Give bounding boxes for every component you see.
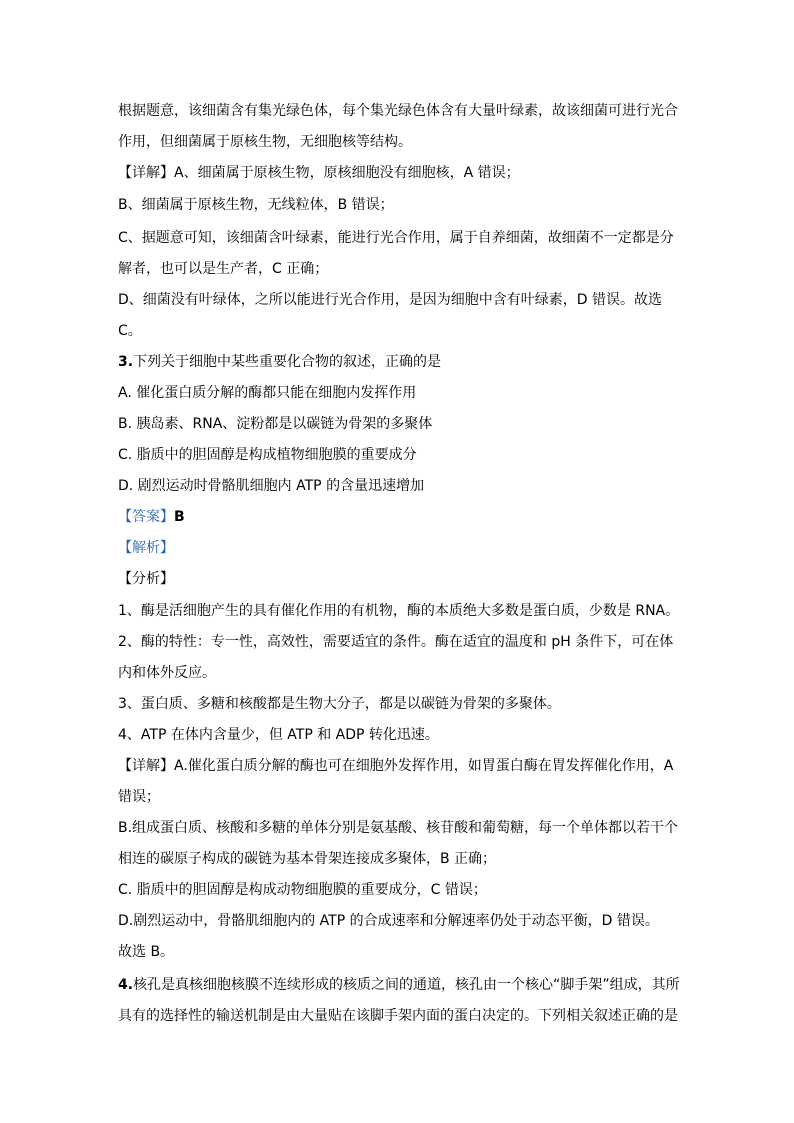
detail-line: 相连的碳原子构成的碳链为基本骨架连接成多聚体，B 正确；	[118, 851, 497, 867]
text-line: C、据题意可知，该细菌含叶绿素，能进行光合作用，属于自养细菌，故细菌不一定都是分	[118, 230, 674, 246]
analysis-label: 【解析】	[118, 540, 174, 556]
fenxi-line: 3、蛋白质、多糖和核酸都是生物大分子，都是以碳链为骨架的多聚体。	[118, 696, 561, 712]
text-line: 根据题意，该细菌含有集光绿色体，每个集光绿色体含有大量叶绿素，故该细菌可进行光合	[118, 103, 678, 119]
fenxi-line: 1、酶是活细胞产生的具有催化作用的有机物，酶的本质绝大多数是蛋白质，少数是 RNA。	[118, 603, 680, 619]
question-number: 4.	[118, 977, 134, 993]
question-3-stem	[118, 352, 678, 372]
answer-line	[118, 507, 678, 527]
option-c: C. 脂质中的胆固醇是构成植物细胞膜的重要成分	[118, 447, 417, 463]
text-line: 【详解】A、细菌属于原核生物，原核细胞没有细胞核，A 错误；	[118, 165, 520, 181]
question-text: 下列关于细胞中某些重要化合物的叙述，正确的是	[133, 354, 442, 370]
fenxi-line: 4、ATP 在体内含量少，但 ATP 和 ADP 转化迅速。	[118, 727, 439, 743]
answer-value: B	[174, 509, 185, 525]
detail-line: D.剧烈运动中，骨骼肌细胞内的 ATP 的合成速率和分解速率仍处于动态平衡，D 错误。	[118, 913, 659, 929]
fenxi-line: 2、酶的特性：专一性，高效性，需要适宜的条件。酶在适宜的温度和 pH 条件下，可在体	[118, 634, 674, 650]
text-line: D、细菌没有叶绿体，之所以能进行光合作用，是因为细胞中含有叶绿素，D 错误。故选	[118, 292, 663, 308]
question-number: 3.	[118, 354, 134, 370]
question-4-line: 具有的选择性的输送机制是由大量贴在该脚手架内面的蛋白决定的。下列相关叙述正确的是	[118, 1008, 678, 1024]
detail-line: 错误；	[118, 789, 160, 805]
text-line: C。	[118, 323, 142, 339]
text-line: 解者，也可以是生产者，C 正确；	[118, 261, 329, 277]
fenxi-line: 内和体外反应。	[118, 665, 216, 681]
question-4-stem	[118, 975, 678, 995]
fenxi-label: 【分析】	[118, 571, 174, 587]
detail-line: B.组成蛋白质、核酸和多糖的单体分别是氨基酸、核苷酸和葡萄糖，每一个单体都以若干个	[118, 820, 679, 836]
option-b: B. 胰岛素、RNA、淀粉都是以碳链为骨架的多聚体	[118, 416, 433, 432]
question-text: 核孔是真核细胞核膜不连续形成的核质之间的通道，核孔由一个核心“脚手架”组成，其所	[133, 977, 680, 993]
detail-line: 【详解】A.催化蛋白质分解的酶也可在细胞外发挥作用，如胃蛋白酶在胃发挥催化作用，A	[118, 758, 674, 774]
detail-line: 故选 B。	[118, 944, 175, 960]
detail-line: C. 脂质中的胆固醇是构成动物细胞膜的重要成分，C 错误；	[118, 882, 487, 898]
option-a: A. 催化蛋白质分解的酶都只能在细胞内发挥作用	[118, 385, 417, 401]
answer-label: 【答案】	[118, 509, 174, 525]
text-line: 作用，但细菌属于原核生物，无细胞核等结构。	[118, 134, 412, 150]
option-d: D. 剧烈运动时骨骼肌细胞内 ATP 的含量迅速增加	[118, 478, 425, 494]
text-line: B、细菌属于原核生物，无线粒体，B 错误；	[118, 197, 394, 213]
